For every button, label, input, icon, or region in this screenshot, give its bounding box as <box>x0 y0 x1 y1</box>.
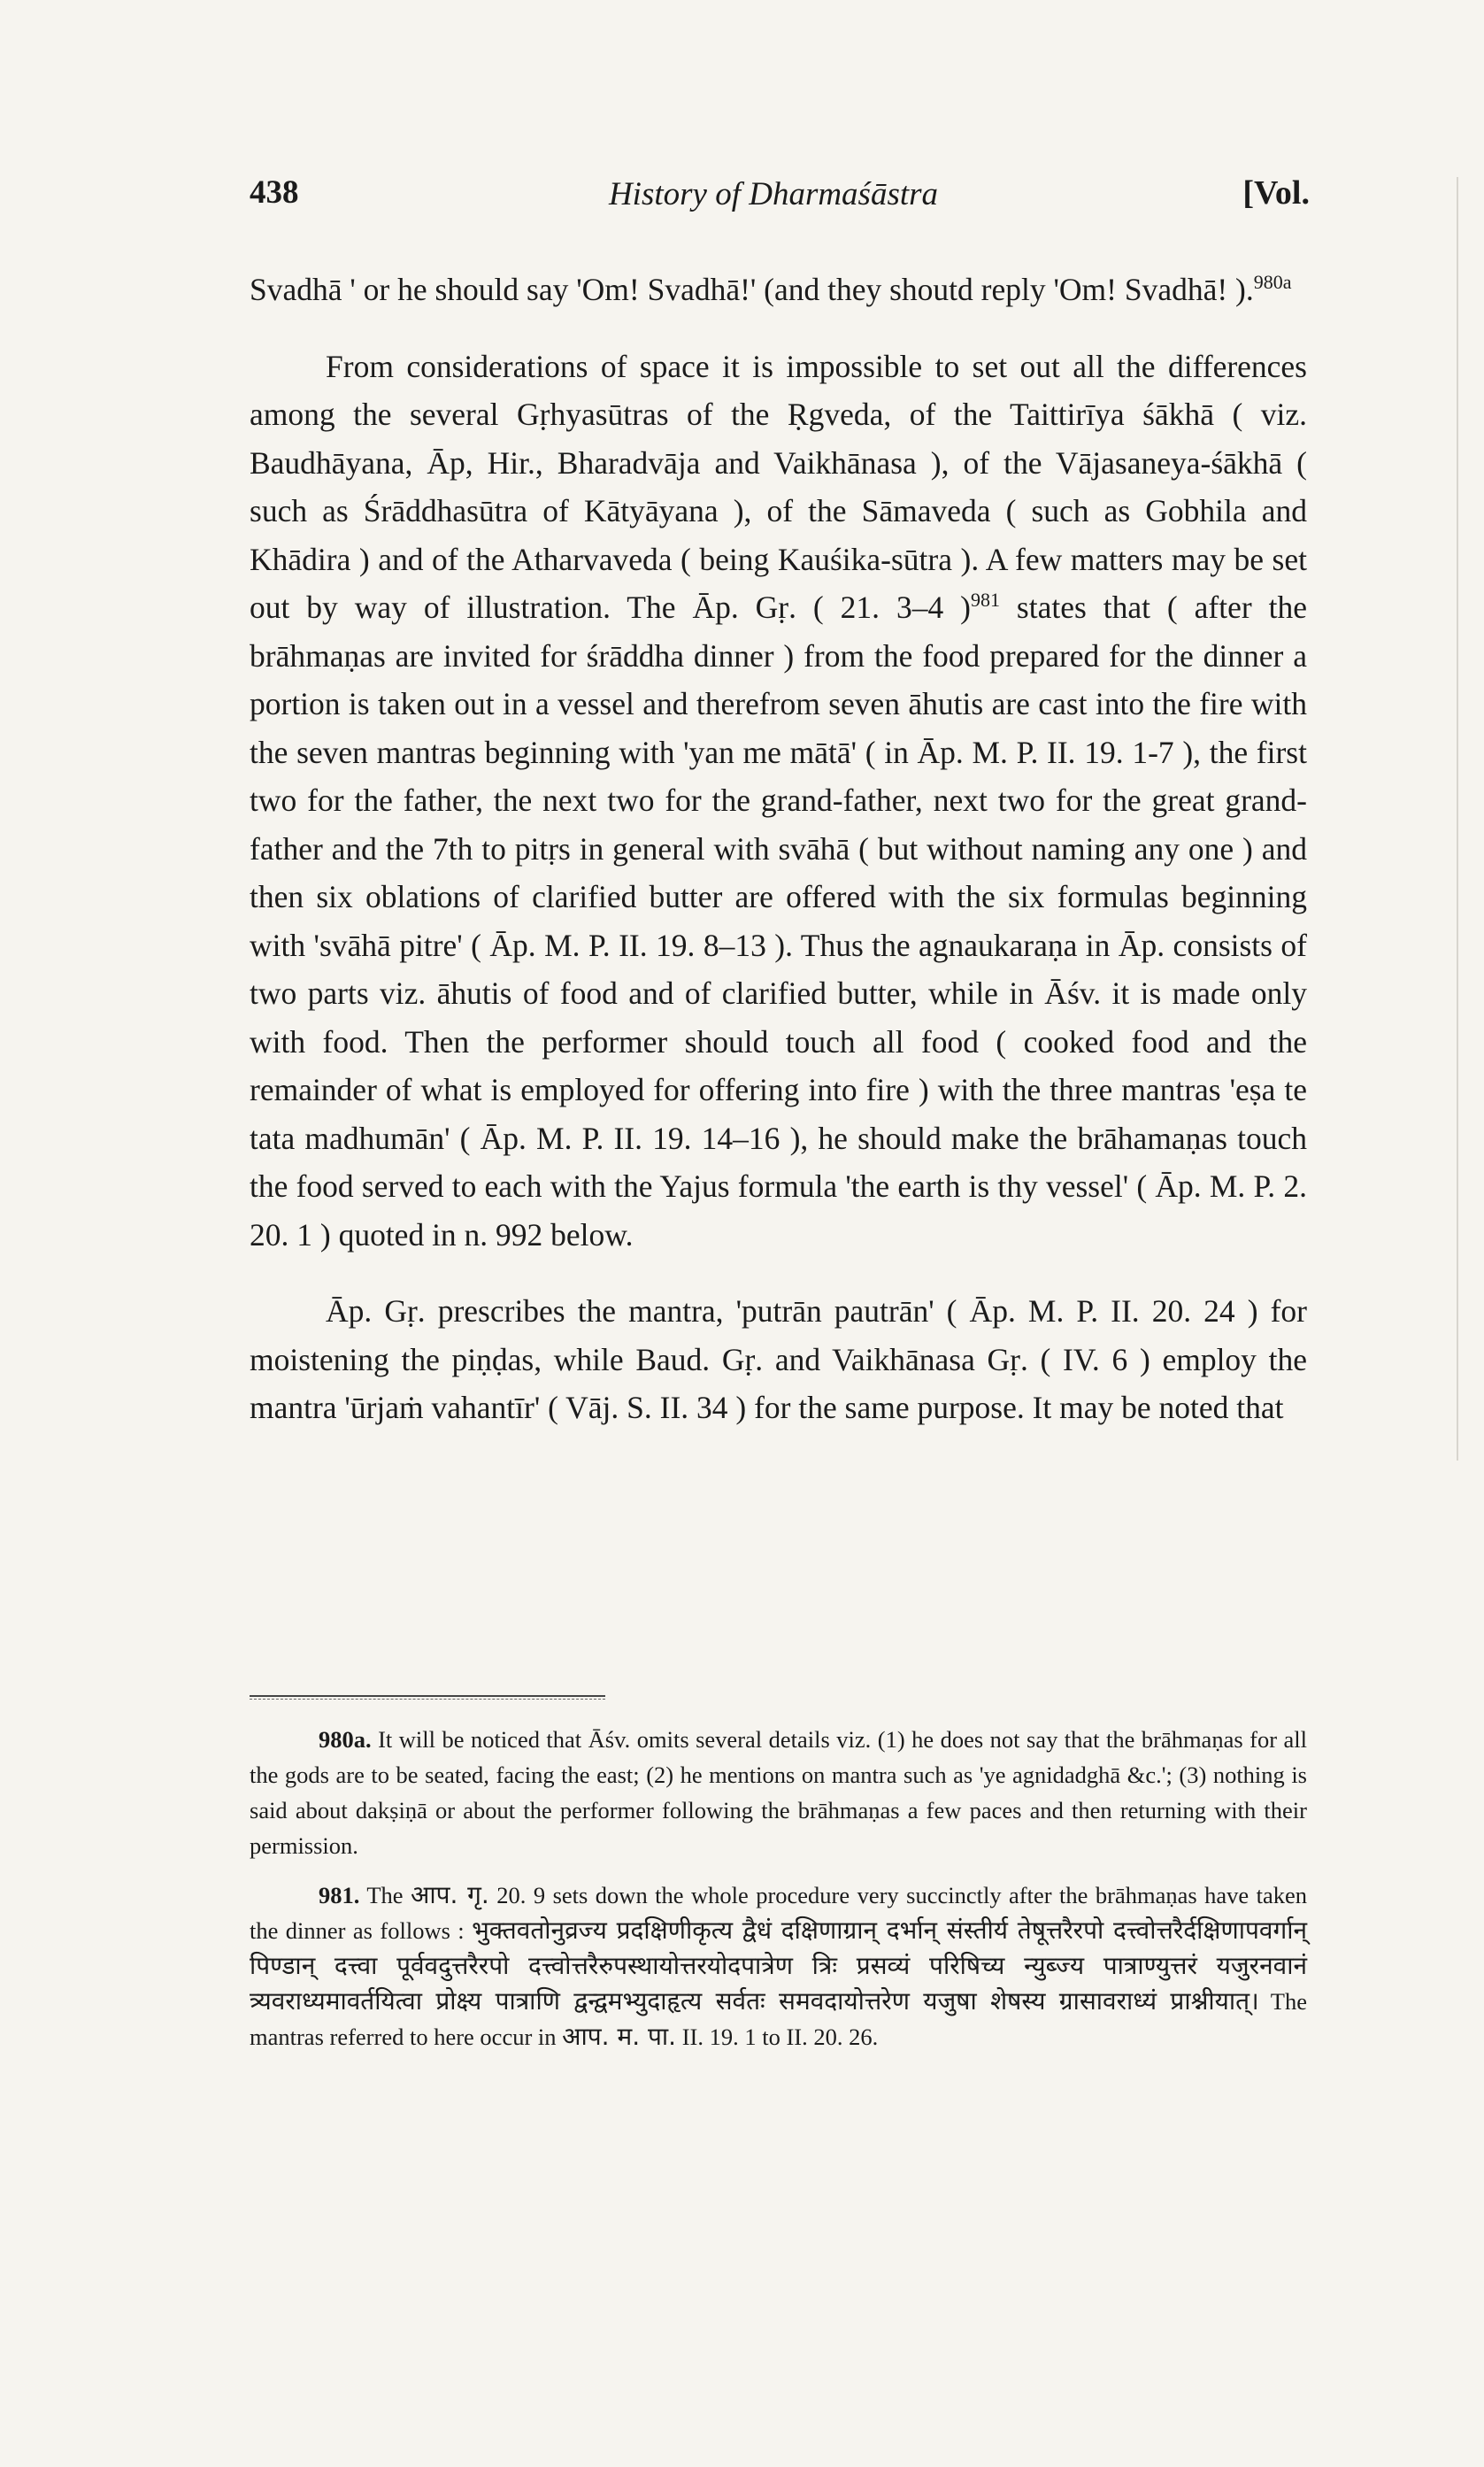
footnote-rule <box>250 1695 605 1697</box>
paragraph-1-text: Svadhā ' or he should say 'Om! Svadhā!' (and they shoutd reply 'Om! Svadhā! ). <box>250 272 1254 307</box>
footnote-980a-number: 980a. <box>319 1726 372 1753</box>
footnote-981-text-b: 20. 9 sets down the whole procedure very succinctly after the brāhmaṇas have taken the dinner as follows : <box>250 1882 1307 1944</box>
footnote-981-text-a: The <box>359 1882 411 1908</box>
paragraph-2-text-a: From considerations of space it is impossible to set out all the differences among the several Gṛhyasūtras of the Ṛgveda, of the Taittirīya śākhā ( viz. Baudhāyana, Āp, Hir., Bharadvāja and Vaikhānasa ), of the Vājasaneya-śākhā ( such as Śrāddhasūtra of Kātyāyana ), of the Sāmaveda ( such as Gobhila and Khādira ) and of the Atharvaveda ( being Kauśika-sūtra ). A few matters may be set out by way of illustration. The Āp. Gṛ. ( 21. 3–4 ) <box>250 348 1307 625</box>
footnote-ref-981: 981 <box>970 589 1000 611</box>
footnote-ref-980a: 980a <box>1253 271 1292 293</box>
footnote-980a-text: It will be noticed that Āśv. omits several details viz. (1) he does not say that the brāhmaṇas for all the gods are to be seated, facing the east; (2) he mentions on mantra such as 'ye agnidadghā &c.'; (3) nothing is said about dakṣiṇā or about the performer following the brāhmaṇas a few paces and then returning with their permission. <box>250 1726 1307 1859</box>
paragraph-1 <box>250 266 1307 314</box>
paragraph-3: Āp. Gṛ. prescribes the mantra, 'putrān pautrān' ( Āp. M. P. II. 20. 24 ) for moistening the piṇḍas, while Baud. Gṛ. and Vaikhānasa Gṛ. ( IV. 6 ) employ the mantra 'ūrjaṁ vahantīr' ( Vāj. S. II. 34 ) for the same purpose. It may be noted that <box>250 1293 1307 1425</box>
footnotes <box>250 1722 1307 2055</box>
footnote-981-devanagari-quote: भुक्तवतोनुव्रज्य प्रदक्षिणीकृत्य द्वैधं दक्षिणाग्रान् दर्भान् संस्तीर्य तेषूत्तरैरपो दत्त्वोत्तरैर्दक्षिणापवर्गान् पिण्डान् दत्त्वा पूर्ववदुत्तरैरपो दत्त्वोत्तरैरुपस्थायोत्तरयोदपात्रेण त्रिः प्रसव्यं परिषिच्य न्युब्ज्य पात्राण्युत्तरं यजुरनवानं त्र्यवराध्यमावर्तयित्वा प्रोक्ष्य पात्राणि द्वन्द्वमभ्युदाहृत्य सर्वतः समवदायोत्तरेण यजुषा शेषस्य ग्रासावराध्यं प्राश्नीयात्। <box>250 1916 1307 2016</box>
paragraph-2-text-b: states that ( after the brāhmaṇas are invited for śrāddha dinner ) from the food prepared for the dinner a portion is taken out in a vessel and therefrom seven āhutis are cast into the fire with the seven mantras beginning with 'yan me mātā' ( in Āp. M. P. II. 19. 1-7 ), the first two for the father, the next two for the grand-father, next two for the great grand-father and the 7th to pitṛs in general with svāhā ( but without naming any one ) and then six oblations of clarified butter are offered with the six formulas beginning with 'svāhā pitre' ( Āp. M. P. II. 19. 8–13 ). Thus the agnaukaraṇa in Āp. consists of two parts viz. āhutis of food and of clarified butter, while in Āśv. it is made only with food. Then the performer should touch all food ( cooked food and the remainder of what is employed for offering into fire ) with the three mantras 'eṣa te tata madhumān' ( Āp. M. P. II. 19. 14–16 ), he should make the brāhamaṇas touch the food served to each with the Yajus formula 'the earth is thy vessel' ( Āp. M. P. 2. 20. 1 ) quoted in n. 992 below. <box>250 590 1307 1253</box>
footnote-981-text-c: The mantras referred to here occur in <box>250 1988 1307 2050</box>
volume-label: [Vol. <box>1242 174 1310 212</box>
footnote-981-devanagari-source: आप. गृ. <box>411 1880 489 1909</box>
footnote-981-devanagari-ref: आप. म. पा. <box>562 2022 677 2051</box>
paragraph-2 <box>250 343 1307 1260</box>
page-edge-line <box>1457 177 1458 1461</box>
footnote-rule-dashed <box>250 1699 605 1700</box>
footnote-980a <box>250 1722 1307 1863</box>
footnote-981-text-d: II. 19. 1 to II. 20. 26. <box>676 2024 879 2050</box>
main-text <box>250 266 1307 1432</box>
running-title: History of Dharmaśāstra <box>608 176 939 212</box>
footnote-981 <box>250 1877 1307 2055</box>
page-number: 438 <box>250 174 299 211</box>
running-header <box>237 173 1310 227</box>
footnote-981-number: 981. <box>319 1882 360 1908</box>
